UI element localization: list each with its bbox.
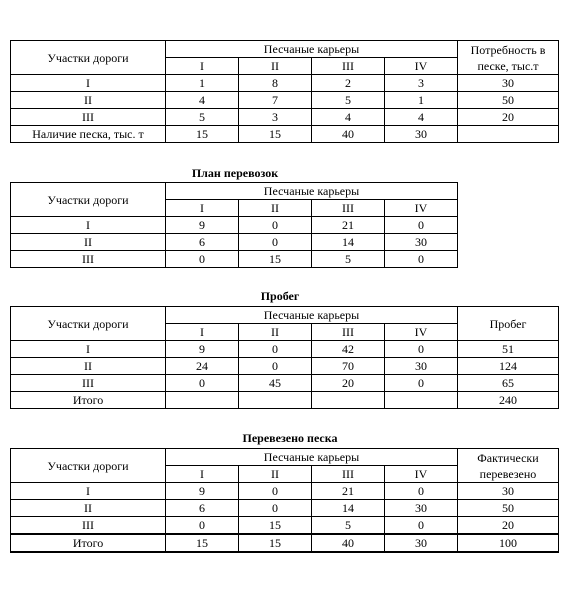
section-cell: III (11, 517, 166, 535)
table-row (11, 75, 559, 92)
value-cell: 0 (385, 341, 458, 358)
quarry-header: IV (385, 324, 458, 341)
supply-cell: 15 (166, 126, 239, 143)
total-value-cell: 15 (166, 534, 239, 552)
empty-cell (458, 126, 559, 143)
value-cell: 0 (239, 358, 312, 375)
section-cell: II (11, 500, 166, 517)
value-cell: 4 (312, 109, 385, 126)
road-section-header: Участки дороги (11, 183, 166, 217)
value-cell: 1 (166, 75, 239, 92)
section-cell: II (11, 358, 166, 375)
actually-transported-header: Фактически перевезено (458, 449, 559, 483)
value-cell: 0 (166, 517, 239, 535)
total-value-cell: 40 (312, 534, 385, 552)
total-value-cell: 15 (239, 534, 312, 552)
empty-cell (166, 392, 239, 409)
supply-row (11, 126, 559, 143)
section-cell: III (11, 251, 166, 268)
value-cell: 0 (239, 483, 312, 500)
value-cell: 42 (312, 341, 385, 358)
value-cell: 15 (239, 251, 312, 268)
quarry-header: I (166, 324, 239, 341)
sand-quarries-header: Песчаные карьеры (166, 449, 458, 466)
result-cell: 30 (458, 483, 559, 500)
value-cell: 0 (385, 375, 458, 392)
need-cell: 20 (458, 109, 559, 126)
transported-sand-table (10, 448, 559, 553)
value-cell: 6 (166, 500, 239, 517)
section-cell: III (11, 109, 166, 126)
section-cell: I (11, 341, 166, 358)
quarry-header: IV (385, 200, 458, 217)
value-cell: 0 (166, 251, 239, 268)
result-cell: 65 (458, 375, 559, 392)
quarry-header: I (166, 58, 239, 75)
value-cell: 9 (166, 483, 239, 500)
value-cell: 30 (385, 234, 458, 251)
total-row (11, 534, 559, 552)
quarry-header: II (239, 466, 312, 483)
mileage-title: Пробег (260, 289, 300, 303)
value-cell: 30 (385, 358, 458, 375)
road-section-header: Участки дороги (11, 41, 166, 75)
value-cell: 5 (166, 109, 239, 126)
value-cell: 4 (385, 109, 458, 126)
value-cell: 20 (312, 375, 385, 392)
section-cell: II (11, 92, 166, 109)
value-cell: 0 (239, 217, 312, 234)
need-cell: 50 (458, 92, 559, 109)
transport-plan-title: План перевозок (191, 166, 279, 180)
sand-quarries-header: Песчаные карьеры (166, 307, 458, 324)
value-cell: 0 (385, 517, 458, 535)
value-cell: 14 (312, 500, 385, 517)
quarry-header: IV (385, 58, 458, 75)
section-cell: I (11, 483, 166, 500)
value-cell: 3 (385, 75, 458, 92)
quarry-header: III (312, 200, 385, 217)
value-cell: 24 (166, 358, 239, 375)
total-cell: 240 (458, 392, 559, 409)
total-label: Итого (11, 534, 166, 552)
quarry-header: III (312, 58, 385, 75)
value-cell: 0 (385, 483, 458, 500)
need-cell: 30 (458, 75, 559, 92)
sand-quarries-header: Песчаные карьеры (166, 41, 458, 58)
value-cell: 5 (312, 251, 385, 268)
table-row (11, 92, 559, 109)
value-cell: 15 (239, 517, 312, 535)
total-cell: 100 (458, 534, 559, 552)
supply-cell: 30 (385, 126, 458, 143)
value-cell: 45 (239, 375, 312, 392)
quarry-header: III (312, 466, 385, 483)
table-row (11, 251, 458, 268)
value-cell: 70 (312, 358, 385, 375)
value-cell: 5 (312, 92, 385, 109)
table-row (11, 500, 559, 517)
road-section-header: Участки дороги (11, 307, 166, 341)
table-row (11, 483, 559, 500)
value-cell: 21 (312, 483, 385, 500)
transport-plan-table (10, 182, 458, 268)
section-cell: I (11, 75, 166, 92)
empty-cell (239, 392, 312, 409)
table-row (11, 375, 559, 392)
value-cell: 4 (166, 92, 239, 109)
value-cell: 0 (166, 375, 239, 392)
quarry-header: I (166, 200, 239, 217)
value-cell: 0 (239, 341, 312, 358)
quarry-header: I (166, 466, 239, 483)
result-cell: 124 (458, 358, 559, 375)
sand-quarries-header: Песчаные карьеры (166, 183, 458, 200)
supply-cell: 40 (312, 126, 385, 143)
table-row (11, 341, 559, 358)
quarry-header: II (239, 324, 312, 341)
value-cell: 7 (239, 92, 312, 109)
supply-label: Наличие песка, тыс. т (11, 126, 166, 143)
value-cell: 14 (312, 234, 385, 251)
table-row (11, 517, 559, 535)
result-cell: 50 (458, 500, 559, 517)
result-cell: 51 (458, 341, 559, 358)
empty-cell (385, 392, 458, 409)
result-cell: 20 (458, 517, 559, 535)
table-row (11, 217, 458, 234)
road-section-header: Участки дороги (11, 449, 166, 483)
sand-needs-table (10, 40, 559, 143)
value-cell: 0 (239, 500, 312, 517)
section-cell: III (11, 375, 166, 392)
value-cell: 0 (385, 217, 458, 234)
total-row (11, 392, 559, 409)
value-cell: 1 (385, 92, 458, 109)
table-row (11, 109, 559, 126)
value-cell: 0 (385, 251, 458, 268)
value-cell: 21 (312, 217, 385, 234)
table-row (11, 358, 559, 375)
value-cell: 5 (312, 517, 385, 535)
value-cell: 0 (239, 234, 312, 251)
mileage-table (10, 306, 559, 409)
total-label: Итого (11, 392, 166, 409)
section-cell: I (11, 217, 166, 234)
quarry-header: II (239, 200, 312, 217)
transported-sand-title: Перевезено песка (242, 431, 338, 445)
value-cell: 9 (166, 217, 239, 234)
value-cell: 2 (312, 75, 385, 92)
quarry-header: IV (385, 466, 458, 483)
supply-cell: 15 (239, 126, 312, 143)
section-cell: II (11, 234, 166, 251)
quarry-header: III (312, 324, 385, 341)
empty-cell (312, 392, 385, 409)
value-cell: 30 (385, 500, 458, 517)
table-row (11, 234, 458, 251)
value-cell: 6 (166, 234, 239, 251)
need-header: Потребность в песке, тыс.т (458, 41, 559, 75)
mileage-header: Пробег (458, 307, 559, 341)
total-value-cell: 30 (385, 534, 458, 552)
value-cell: 3 (239, 109, 312, 126)
quarry-header: II (239, 58, 312, 75)
value-cell: 8 (239, 75, 312, 92)
value-cell: 9 (166, 341, 239, 358)
